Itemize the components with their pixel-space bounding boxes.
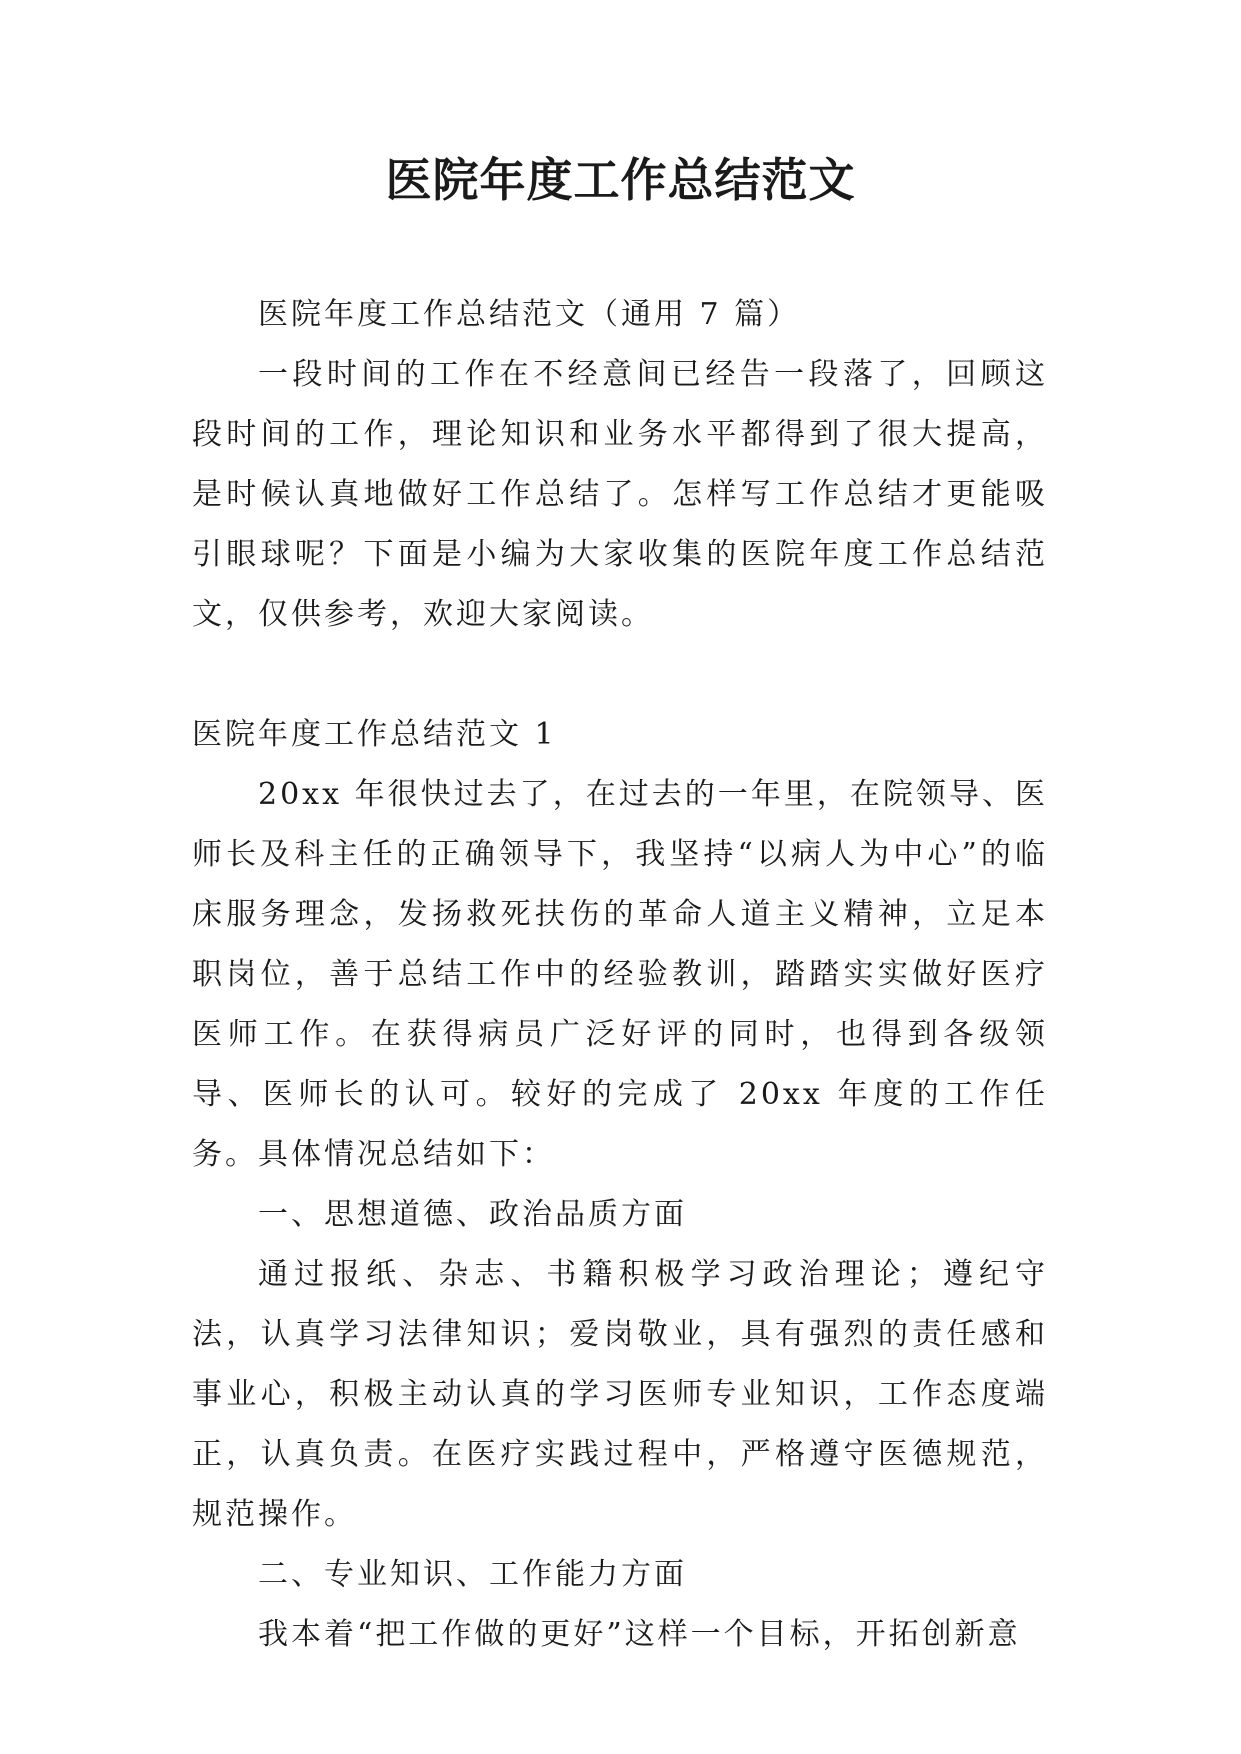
section-spacer xyxy=(192,645,1048,705)
section-heading: 医院年度工作总结范文 1 xyxy=(192,717,557,752)
document-body xyxy=(192,285,1048,1665)
intro-paragraph: 一段时间的工作在不经意间已经告一段落了，回顾这段时间的工作，理论知识和业务水平都得到了很大提高，是时候认真地做好工作总结了。怎样写工作总结才更能吸引眼球呢？下面是小编为大家收集的医院年度工作总结范文，仅供参考，欢迎大家阅读。 xyxy=(192,357,1048,632)
section1-paragraph: 20xx 年很快过去了，在过去的一年里，在院领导、医师长及科主任的正确领导下，我坚持“以病人为中心”的临床服务理念，发扬救死扶伤的革命人道主义精神，立足本职岗位，善于总结工作中的经验教训，踏踏实实做好医疗医师工作。在获得病员广泛好评的同时，也得到各级领导、医师长的认可。较好的完成了 20xx 年度的工作任务。具体情况总结如下： xyxy=(192,777,1048,1172)
ethics-paragraph: 通过报纸、杂志、书籍积极学习政治理论；遵纪守法，认真学习法律知识；爱岗敬业，具有强烈的责任感和事业心，积极主动认真的学习医师专业知识，工作态度端正，认真负责。在医疗实践过程中，严格遵守医德规范，规范操作。 xyxy=(192,1257,1048,1532)
subheading-ethics: 一、思想道德、政治品质方面 xyxy=(258,1197,687,1232)
subheading-skills: 二、专业知识、工作能力方面 xyxy=(258,1557,687,1592)
document-title: 医院年度工作总结范文 xyxy=(385,153,856,207)
skills-paragraph: 我本着“把工作做的更好”这样一个目标，开拓创新意 xyxy=(258,1617,1021,1652)
document-subtitle: 医院年度工作总结范文（通用 7 篇） xyxy=(258,297,801,332)
